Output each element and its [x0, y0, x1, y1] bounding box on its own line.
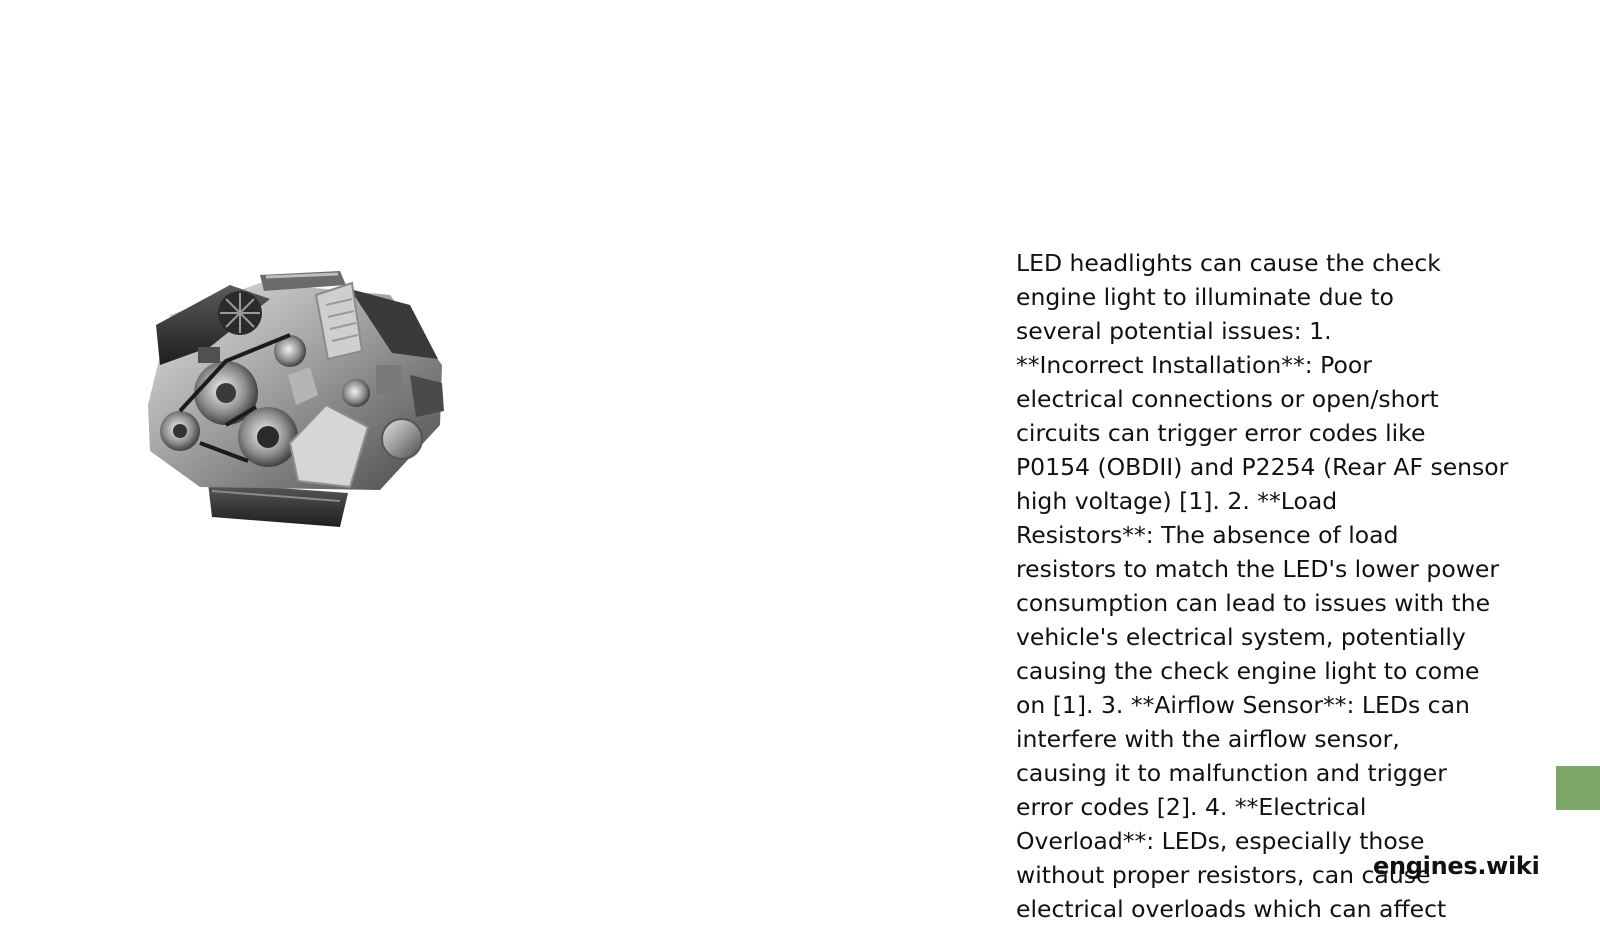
paragraph-line: several potential issues: 1.	[1016, 317, 1332, 345]
paragraph-line: electrical overloads which can affect	[1016, 895, 1447, 923]
paragraph-line: P0154 (OBDII) and P2254 (Rear AF sensor	[1016, 453, 1509, 481]
paragraph-line: Resistors**: The absence of load	[1016, 521, 1399, 549]
paragraph-line: vehicle's electrical system, potentially	[1016, 623, 1466, 651]
paragraph-line: on [1]. 3. **Airflow Sensor**: LEDs can	[1016, 691, 1470, 719]
paragraph-line: error codes [2]. 4. **Electrical	[1016, 793, 1367, 821]
side-tab-button[interactable]	[1556, 766, 1600, 810]
paragraph-line: circuits can trigger error codes like	[1016, 419, 1426, 447]
paragraph-line: resistors to match the LED's lower power	[1016, 555, 1500, 583]
paragraph-line: Overload**: LEDs, especially those	[1016, 827, 1425, 855]
paragraph-line: interfere with the airflow sensor,	[1016, 725, 1400, 753]
paragraph-line: without proper resistors, can cause	[1016, 861, 1431, 889]
paragraph-line: consumption can lead to issues with the	[1016, 589, 1491, 617]
paragraph-line: LED headlights can cause the check	[1016, 249, 1441, 277]
site-brand-label[interactable]: engines.wiki	[1373, 852, 1540, 880]
paragraph-line: **Incorrect Installation**: Poor	[1016, 351, 1372, 379]
paragraph-line: causing the check engine light to come	[1016, 657, 1480, 685]
paragraph-line: causing it to malfunction and trigger	[1016, 759, 1447, 787]
paragraph-line: electrical connections or open/short	[1016, 385, 1439, 413]
engine-image	[140, 255, 460, 540]
article-paragraph	[1016, 246, 1516, 926]
paragraph-line: high voltage) [1]. 2. **Load	[1016, 487, 1338, 515]
paragraph-line: engine light to illuminate due to	[1016, 283, 1394, 311]
